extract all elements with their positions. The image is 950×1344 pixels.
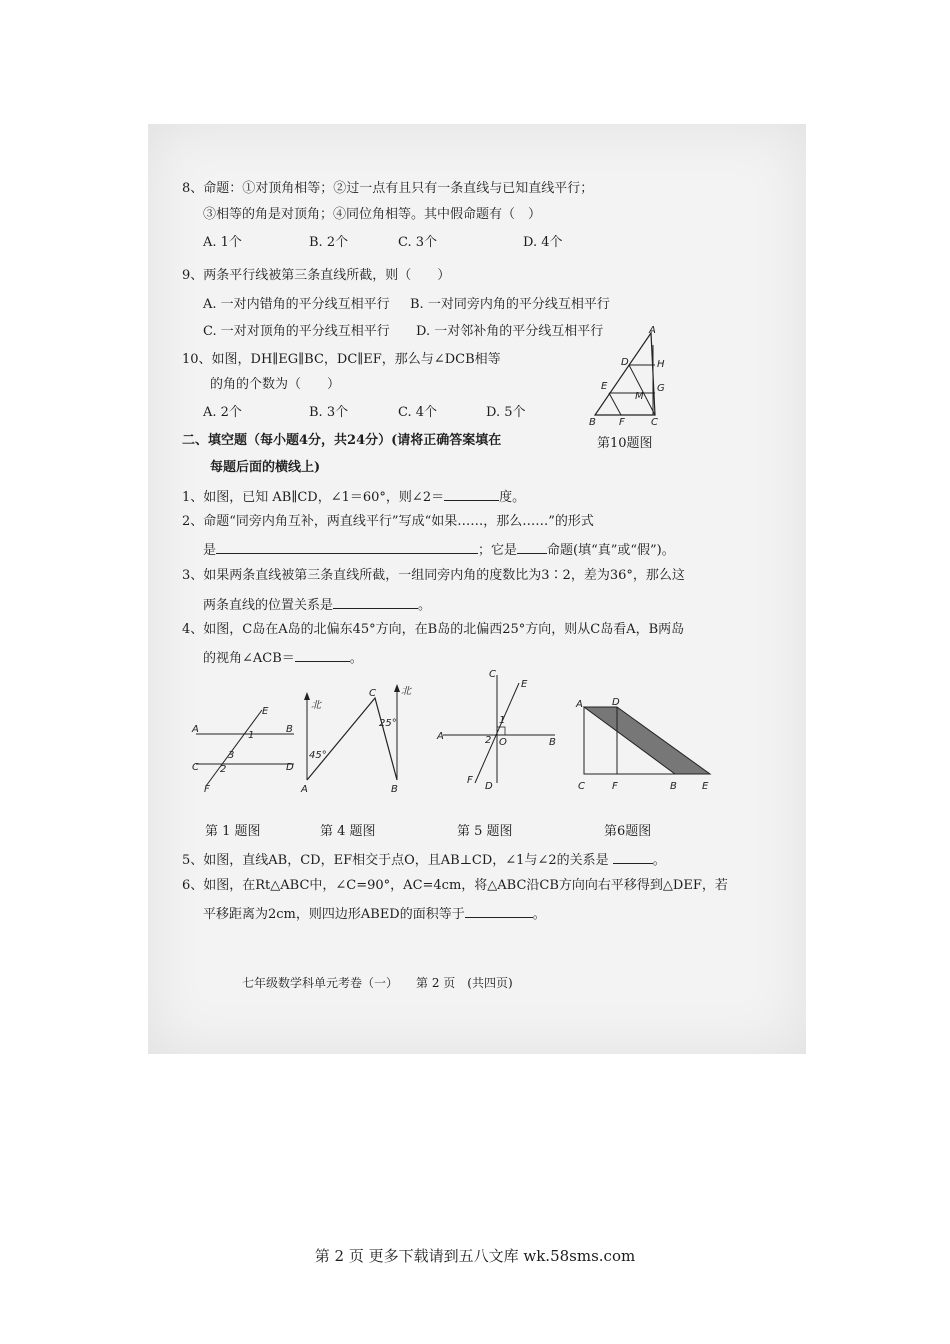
figure-q1 (190, 700, 300, 795)
fig10-label: F (619, 417, 625, 428)
fig10-label: D (621, 357, 629, 368)
fig4-north-label: 北 (401, 686, 411, 697)
fill3-answer-blank[interactable] (333, 595, 418, 609)
q9-option-d: D. 一对邻补角的平分线互相平行 (416, 324, 604, 339)
fig10-label: A (649, 325, 656, 336)
fill1 (182, 487, 525, 507)
fill1-suffix: 度。 (499, 490, 526, 505)
q9-stem: 9、两条平行线被第三条直线所截，则（ ） (182, 268, 451, 283)
fig10-label: M (635, 391, 644, 402)
q10-option-d: D. 5个 (486, 405, 526, 420)
figure-q10 (585, 325, 665, 430)
figure-q6 (570, 697, 715, 792)
q8-option-d: D. 4个 (523, 235, 563, 250)
fig5-label: D (485, 781, 493, 790)
fill2-prefix: 是 (203, 543, 217, 558)
q8-option-c: C. 3个 (398, 235, 438, 250)
fig5-label: E (521, 679, 528, 690)
fig10-label: G (657, 383, 665, 394)
fig6-label: F (612, 781, 618, 792)
section2-heading: 二、填空题（每小题4分，共24分）(请将正确答案填在 (182, 433, 502, 448)
fill6-suffix: 。 (532, 907, 546, 922)
fill1-answer-blank[interactable] (444, 487, 499, 501)
q10-line2: 的角的个数为（ ） (210, 377, 341, 392)
figure-q5 (435, 665, 560, 790)
fill2-line2 (203, 540, 675, 560)
fill3-line2 (203, 595, 431, 615)
fig10-label: E (601, 381, 608, 392)
q10-option-c: C. 4个 (398, 405, 438, 420)
q10-option-b: B. 3个 (309, 405, 349, 420)
fig1-label: B (286, 724, 293, 735)
fig10-label: B (589, 417, 596, 428)
fill6-line1: 6、如图，在Rt△ABC中，∠C=90°，AC=4cm，将△ABC沿CB方向向右平移得到△DEF，若 (182, 878, 728, 893)
fig10-label: H (657, 359, 665, 370)
fill1-text: 1、如图，已知 AB∥CD，∠1＝60°，则∠2＝ (182, 490, 445, 505)
fig1-label: 1 (248, 730, 255, 741)
q8-option-a: A. 1个 (203, 235, 242, 250)
fig5-label: F (467, 775, 473, 786)
fill4-line1: 4、如图，C岛在A岛的北偏东45°方向，在B岛的北偏西25°方向，则从C岛看A，B两岛 (182, 622, 685, 637)
fill3-suffix: 。 (418, 598, 432, 613)
fill4-answer-blank[interactable] (295, 648, 350, 662)
fig1-label: 2 (220, 764, 227, 775)
fill5-suffix: 。 (652, 853, 666, 868)
fig1-label: E (262, 706, 269, 717)
fill2-truth-blank[interactable] (517, 540, 547, 554)
figure-q4 (295, 680, 425, 795)
section2-heading-cont: 每题后面的横线上) (210, 460, 321, 475)
q10-line1: 10、如图，DH∥EG∥BC，DC∥EF，那么与∠DCB相等 (182, 352, 501, 367)
q6-figure-caption: 第6题图 (604, 824, 652, 839)
fig4-north-label: 北 (311, 700, 321, 711)
fig4-label: C (369, 688, 376, 699)
fig6-label: E (702, 781, 709, 792)
q8-option-b: B. 2个 (309, 235, 349, 250)
fill4-line2 (203, 648, 363, 668)
fill2-statement-blank[interactable] (216, 540, 478, 554)
q10-figure-caption: 第10题图 (597, 436, 653, 451)
fill2-line1: 2、命题“同旁内角互补，两直线平行”写成“如果……，那么……”的形式 (182, 514, 594, 529)
fig1-label: C (192, 762, 199, 773)
q10-option-a: A. 2个 (203, 405, 242, 420)
fig6-label: C (578, 781, 585, 792)
fig4-angle-label: 45° (309, 750, 327, 761)
fig5-label: 2 (485, 735, 492, 746)
fig6-label: B (670, 781, 677, 792)
fig1-label: D (286, 762, 294, 773)
fill2-middle: ；它是 (478, 543, 518, 558)
fig5-label: 1 (499, 715, 506, 726)
fill4-prefix: 的视角∠ACB＝ (203, 651, 295, 666)
fill3-line1: 3、如果两条直线被第三条直线所截，一组同旁内角的度数比为3∶2，差为36°，那么这 (182, 568, 685, 583)
download-footer: 第 2 页 更多下载请到五八文库 wk.58sms.com (314, 1247, 636, 1265)
q8-line2: ③相等的角是对顶角；④同位角相等。其中假命题有（ ） (203, 207, 542, 222)
q8-line1: 8、命题：①对顶角相等；②过一点有且只有一条直线与已知直线平行； (182, 181, 594, 196)
fill5-text: 5、如图，直线AB，CD，EF相交于点O，且AB⊥CD，∠1与∠2的关系是 (182, 853, 609, 868)
fill2-suffix: 命题(填“真”或“假”)。 (547, 543, 675, 558)
fig1-label: 3 (228, 750, 235, 761)
q1-figure-caption: 第 1 题图 (205, 824, 261, 839)
q9-option-a: A. 一对内错角的平分线互相平行 (203, 297, 390, 312)
fig5-label: O (499, 737, 507, 748)
fill4-suffix: 。 (349, 651, 363, 666)
fill5 (182, 850, 666, 870)
q9-option-b: B. 一对同旁内角的平分线互相平行 (410, 297, 610, 312)
q5-figure-caption: 第 5 题图 (457, 824, 513, 839)
fig1-label: F (204, 784, 210, 795)
q4-figure-caption: 第 4 题图 (320, 824, 376, 839)
fig5-label: B (549, 737, 556, 748)
fill5-answer-blank[interactable] (613, 850, 653, 864)
fig4-angle-label: 25° (379, 718, 397, 729)
fig5-label: C (489, 669, 496, 680)
fig6-label: A (576, 699, 583, 710)
fill6-answer-blank[interactable] (465, 904, 533, 918)
exam-page-footer: 七年级数学科单元考卷（一） 第 2 页 (共四页) (242, 976, 513, 990)
fill6-line2 (203, 904, 546, 924)
fig4-label: B (391, 784, 398, 795)
fig10-label: C (651, 417, 658, 428)
q9-option-c: C. 一对对顶角的平分线互相平行 (203, 324, 390, 339)
fill3-prefix: 两条直线的位置关系是 (203, 598, 334, 613)
fig4-label: A (301, 784, 308, 795)
fig6-label: D (612, 697, 620, 708)
fig5-label: A (437, 731, 444, 742)
fill6-prefix: 平移距离为2cm，则四边形ABED的面积等于 (203, 907, 465, 922)
fig1-label: A (192, 724, 199, 735)
